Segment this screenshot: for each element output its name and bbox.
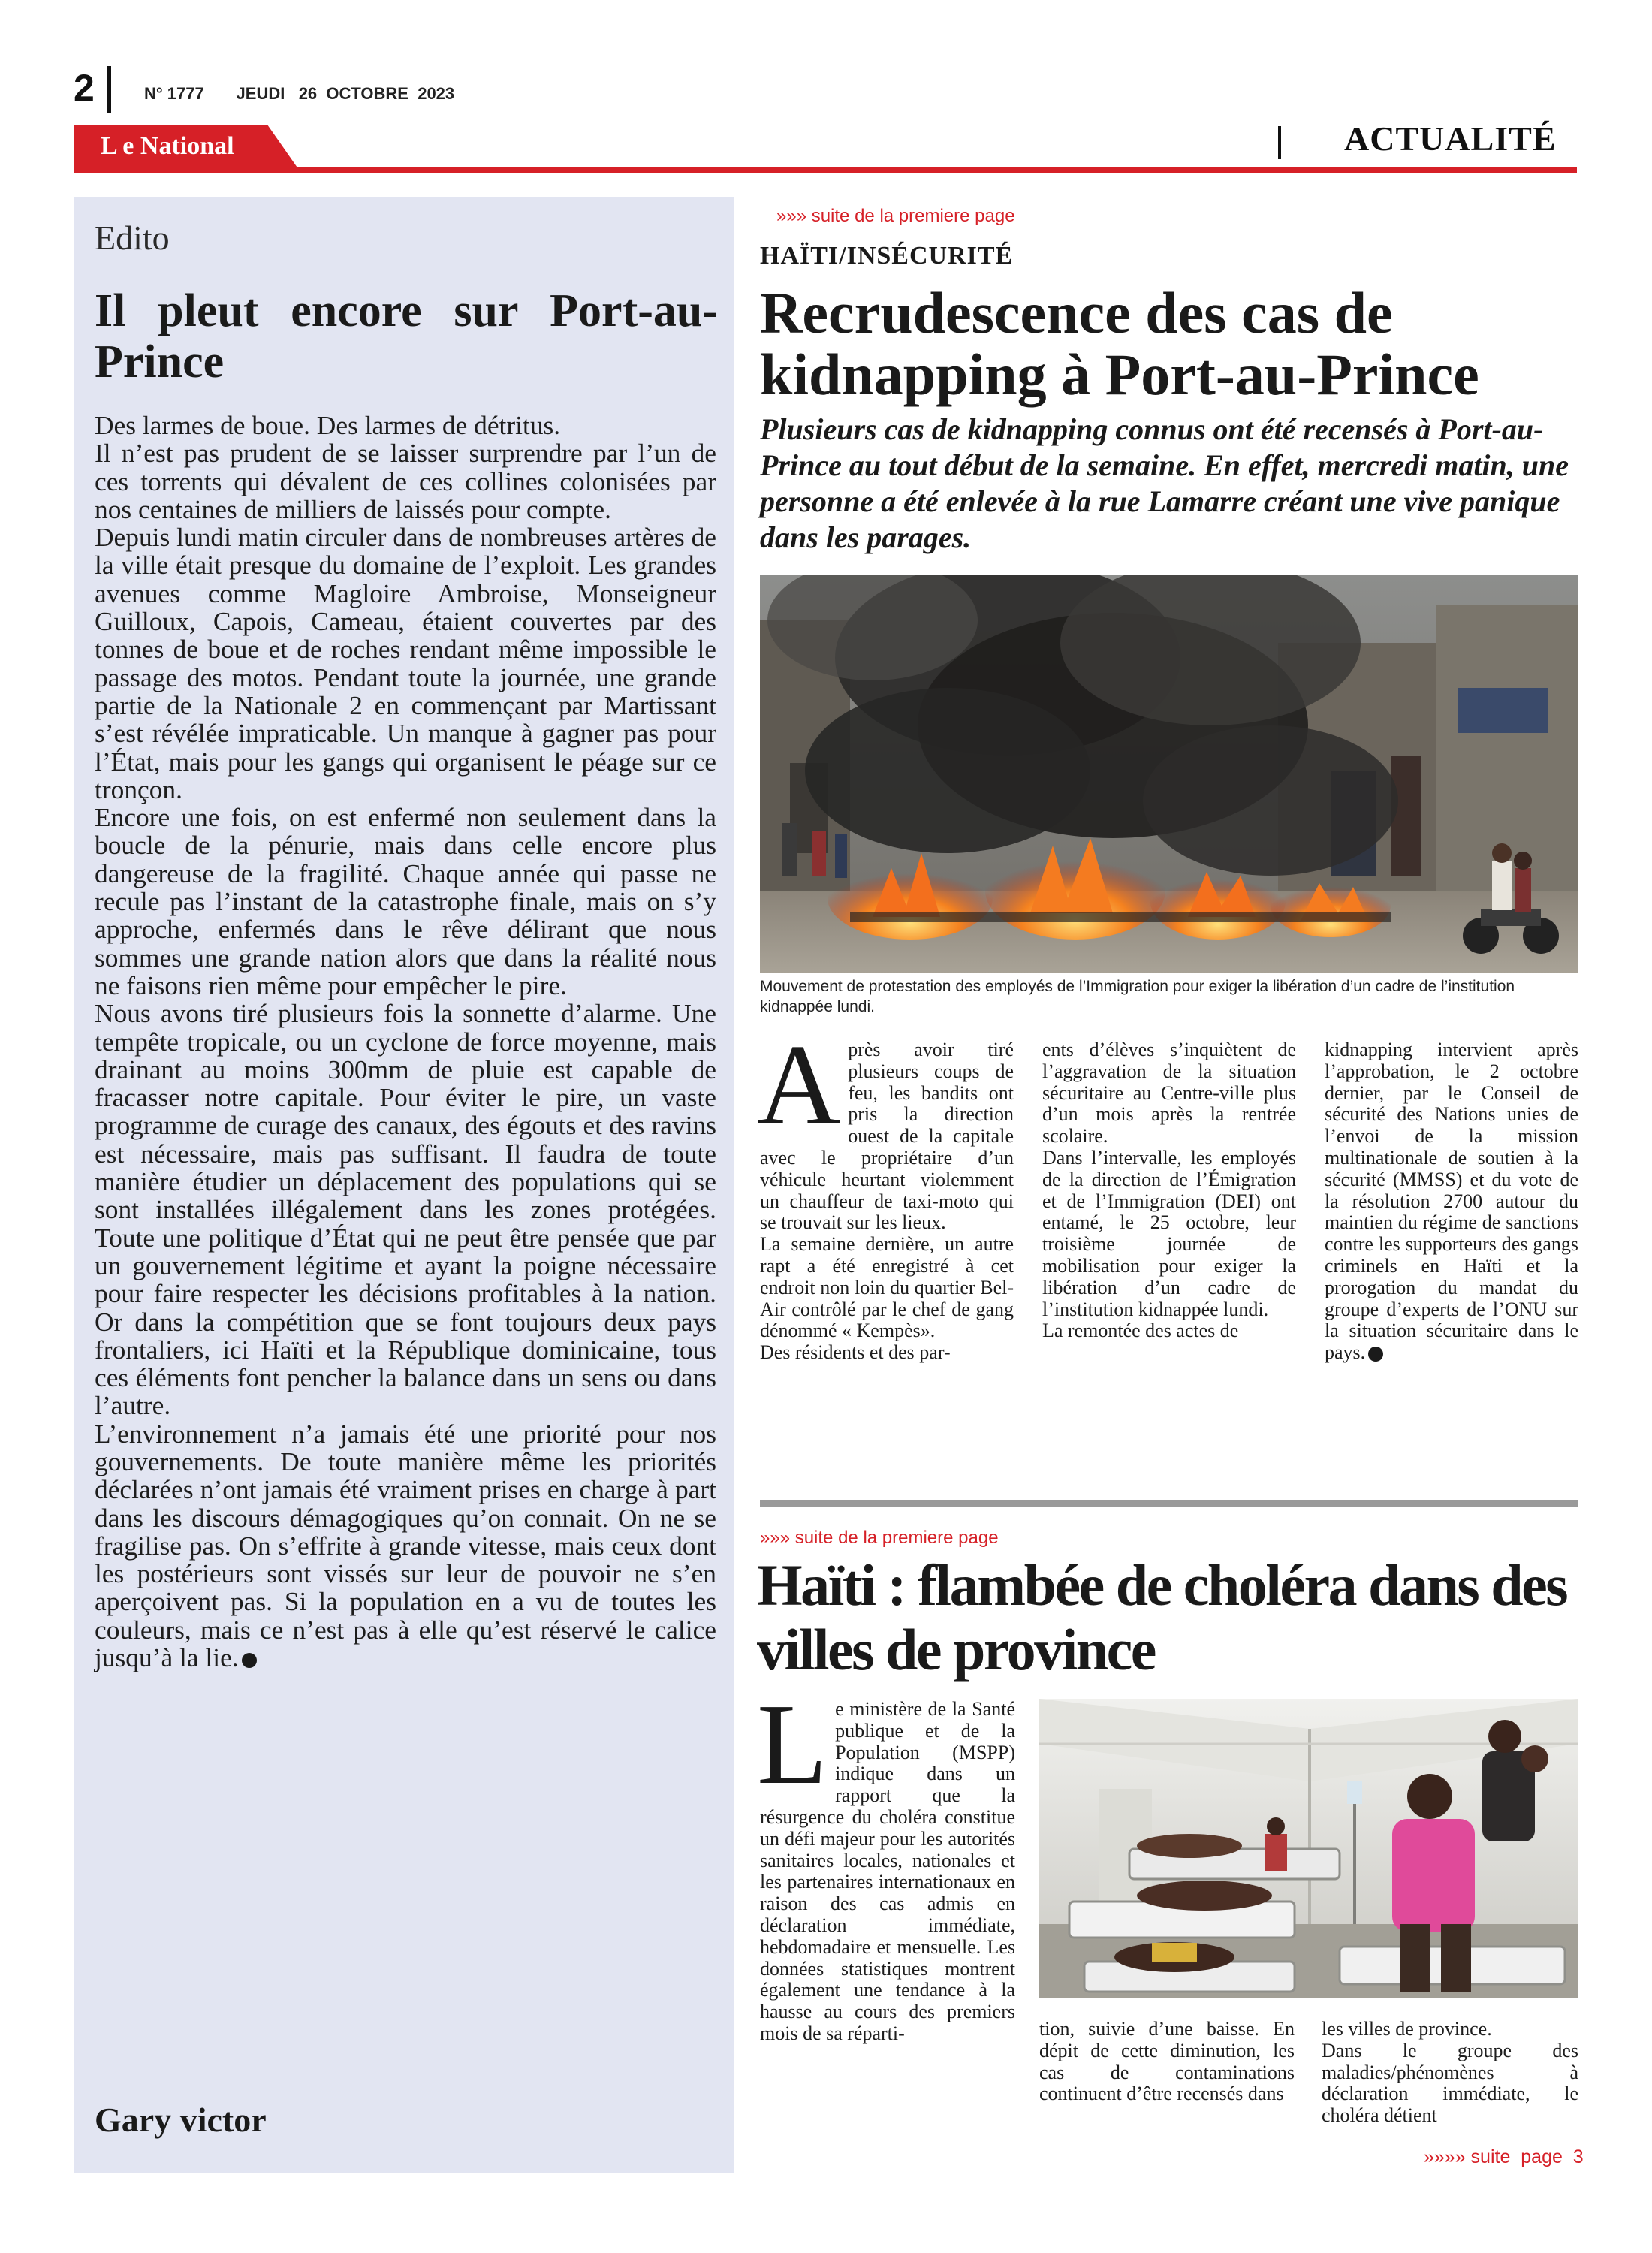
edito-body	[95, 412, 716, 1672]
article1-paragraph-text: kidnapping intervient après l’approbation, le 2 octobre dernier, par le Conseil de sécurité des Nations unies de l’envoi de la mission multinationale de soutien à la sécurité (MMSS) et du vote de la résolution 2700 autour du maintien du régime de sanctions contre les supporteurs des gangs criminels en Haïti et la prorogation du mandat du groupe d’experts de l’ONU sur la situation sécuritaire dans le pays.	[1325, 1039, 1578, 1364]
article2-photo-cholera-ward	[1039, 1699, 1578, 1998]
article1-paragraph: La remontée des actes de	[1042, 1320, 1239, 1342]
article1-paragraph-last	[1325, 1039, 1578, 1364]
article2-paragraph: tion, suivie d’une baisse. En dépit de cette diminution, les cas de contaminations continuent d’être recensés dans	[1039, 2018, 1295, 2105]
article2-paragraph: les villes de province.	[1322, 2018, 1492, 2040]
article1-paragraph: Dans l’intervalle, les employés de la direction de l’Émigration et de l’Immigration (DEI) ont entamé, le 25 octobre, leur troisième journée de mobilisation pour exiger la libération d’un cadre de l’institution kidnappée lundi.	[1042, 1146, 1296, 1320]
article2-paragraph: e ministère de la Santé publique et de la Population (MSPP) indique dans un rapport que la résurgence du choléra constitue un défi majeur pour les autorités sanitaires locales, nationales et les partenaires internationaux en raison des cas admis en déclaration immédiate, hebdomadaire et mensuelle. Les données statistiques montrent également une tendance à la hausse au cours des premiers mois de sa réparti-	[760, 1698, 1015, 2044]
article1-column-3	[1325, 1039, 1578, 1364]
article1-paragraph: ents d’élèves s’inquiètent de l’aggravation de la situation sécuritaire au Centre-ville plus d’un mois après la rentrée scolaire.	[1042, 1039, 1296, 1148]
edito-paragraph-last	[95, 1420, 716, 1672]
edito-paragraph: Encore une fois, on est enfermé non seulement dans la boucle de la pénurie, mais dans celle encore plus dangereuse de la fragilité. Chaque année qui passe ne recule pas l’instant de la catastrophe finale, mais on s’y approche, enfermés dans le rêve délirant que nous sommes une grande nation alors que dans la réalité nous ne faisons rien même pour empêcher le pire.	[95, 802, 716, 1000]
end-mark-icon	[1368, 1347, 1383, 1362]
issue-date-line	[144, 84, 454, 104]
article1-continuation-label: »»» suite de la premiere page	[776, 206, 1015, 226]
issue-date: 26 OCTOBRE 2023	[298, 84, 455, 103]
section-title: ACTUALITÉ	[1344, 119, 1557, 158]
edito-title: Il pleut encore sur Port-au-Prince	[95, 285, 718, 388]
edito-paragraph: Des larmes de boue. Des larmes de détritus.	[95, 410, 561, 440]
edito-label: Edito	[95, 219, 170, 257]
article2-dropcap: L	[757, 1681, 828, 1808]
issue-number: N° 1777	[144, 84, 204, 103]
article2-headline: Haïti : flambée de choléra dans des villes de province	[757, 1552, 1567, 1682]
article2-column-2	[1039, 2019, 1295, 2105]
street-fire-illustration	[760, 575, 1578, 973]
article1-dropcap: A	[757, 1021, 841, 1149]
article2-paragraph: Dans le groupe des maladies/phénomènes à déclaration immédiate, le choléra détient	[1322, 2039, 1578, 2127]
article1-column-2	[1042, 1039, 1296, 1364]
continued-on-page-link[interactable]: »»»» suite page 3	[1424, 2146, 1584, 2167]
article1-headline: Recrudescence des cas de kidnapping à Port-au-Prince	[760, 280, 1479, 407]
article1-photo-street-fire	[760, 575, 1578, 973]
article1-paragraph: près avoir tiré plusieurs coups de feu, les bandits ont pris la direction ouest de la capitale avec le propriétaire d’un véhicule heurtant violemment un chauffeur de taxi-moto qui se trouvait sur les lieux.	[760, 1039, 1014, 1234]
edito-paragraph: Nous avons tiré plusieurs fois la sonnette d’alarme. Une tempête tropicale, ou un cyclone de force moyenne, mais drainant au moins 300mm de pluie est capable de fracasser notre capitale. Pour éviter le pire, un vaste programme de curage des canaux, des égouts et des ravins est nécessaire, mais pas suffisant. Il faudra de toute manière étudier un déplacement des populations qui se sont installées illégalement dans les zones protégées. Toute une politique d’État qui ne peut être pensée que par un gouvernement légitime et ayant la poigne nécessaire pour faire respecter les décisions profitables à la nation. Or dans la compétition que se font toujours deux pays frontaliers, ici Haïti et la République dominicaine, tous ces éléments font pencher la balance dans un sens ou dans l’autre.	[95, 998, 716, 1421]
cholera-ward-illustration	[1039, 1699, 1578, 1998]
article1-body	[757, 1021, 1578, 1364]
page-number: 2	[74, 67, 95, 109]
article1-column-1	[757, 1021, 1014, 1364]
header-rule	[74, 167, 1577, 173]
article1-photo-caption: Mouvement de protestation des employés de l’Immigration pour exiger la libération d’un cadre de l’institution kidnappée lundi.	[760, 978, 1515, 1015]
article1-kicker: HAÏTI/INSÉCURITÉ	[760, 242, 1014, 270]
edito-author: Gary victor	[95, 2101, 267, 2139]
edito-paragraph: Depuis lundi matin circuler dans de nombreuses artères de la ville était presque du domaine de l’exploit. Les grandes avenues comme Magloire Ambroise, Monseigneur Guilloux, Capois, Cameau, étaient couvertes par des tonnes de boue et de roches rendant même impossible le passage des motos. Pendant toute la journée, une grande partie de la Nationale 2 en commençant par Martissant s’est révélée impraticable. Un manque à gagner pas pour l’État, mais pour les gangs qui organisent le péage sur ce tronçon.	[95, 522, 716, 804]
end-mark-icon	[242, 1653, 257, 1668]
article1-paragraph: La semaine dernière, un autre rapt a été enregistré à cet endroit non loin du quartier Bel-Air contrôlé par le chef de gang dénommé « Kempès».	[760, 1233, 1014, 1342]
edito-paragraph: Il n’est pas prudent de se laisser surprendre par l’un de ces torrents qui dévalent de ces collines colonisées par nos centaines de milliers de laissés pour compte.	[95, 438, 716, 524]
article2-continuation-label: »»» suite de la premiere page	[760, 1528, 999, 1548]
article2-column-3	[1322, 2019, 1578, 2127]
section-divider	[1278, 126, 1281, 159]
edito-paragraph-text: L’environnement n’a jamais été une priorité pour nos gouvernements. De toute manière même les priorités déclarées n’ont jamais été vraiment prises en charge à part dans les discours démagogiques qu’on connait. On ne se fragilise pas. On s’effrite à grande vitesse, mais ceux dont les postérieurs sont vissés sur leur de pouvoir ne s’en aperçoivent pas. Si la population en a vu de toutes les couleurs, mais ce n’est pas à elle qu’est réservé le calice jusqu’à la lie.	[95, 1418, 716, 1673]
article-separator	[760, 1500, 1578, 1507]
article1-paragraph: Des résidents et des par-	[760, 1341, 951, 1364]
issue-day: JEUDI	[236, 84, 285, 103]
article1-lead: Plusieurs cas de kidnapping connus ont été recensés à Port-au-Prince au tout début de la semaine. En effet, mercredi matin, une personne a été enlevée à la rue Lamarre créant une vive panique dans les parages.	[760, 412, 1569, 554]
article2-column-1	[757, 1681, 1015, 2045]
page-number-divider	[107, 66, 111, 113]
newspaper-logo: L e National	[101, 132, 234, 160]
